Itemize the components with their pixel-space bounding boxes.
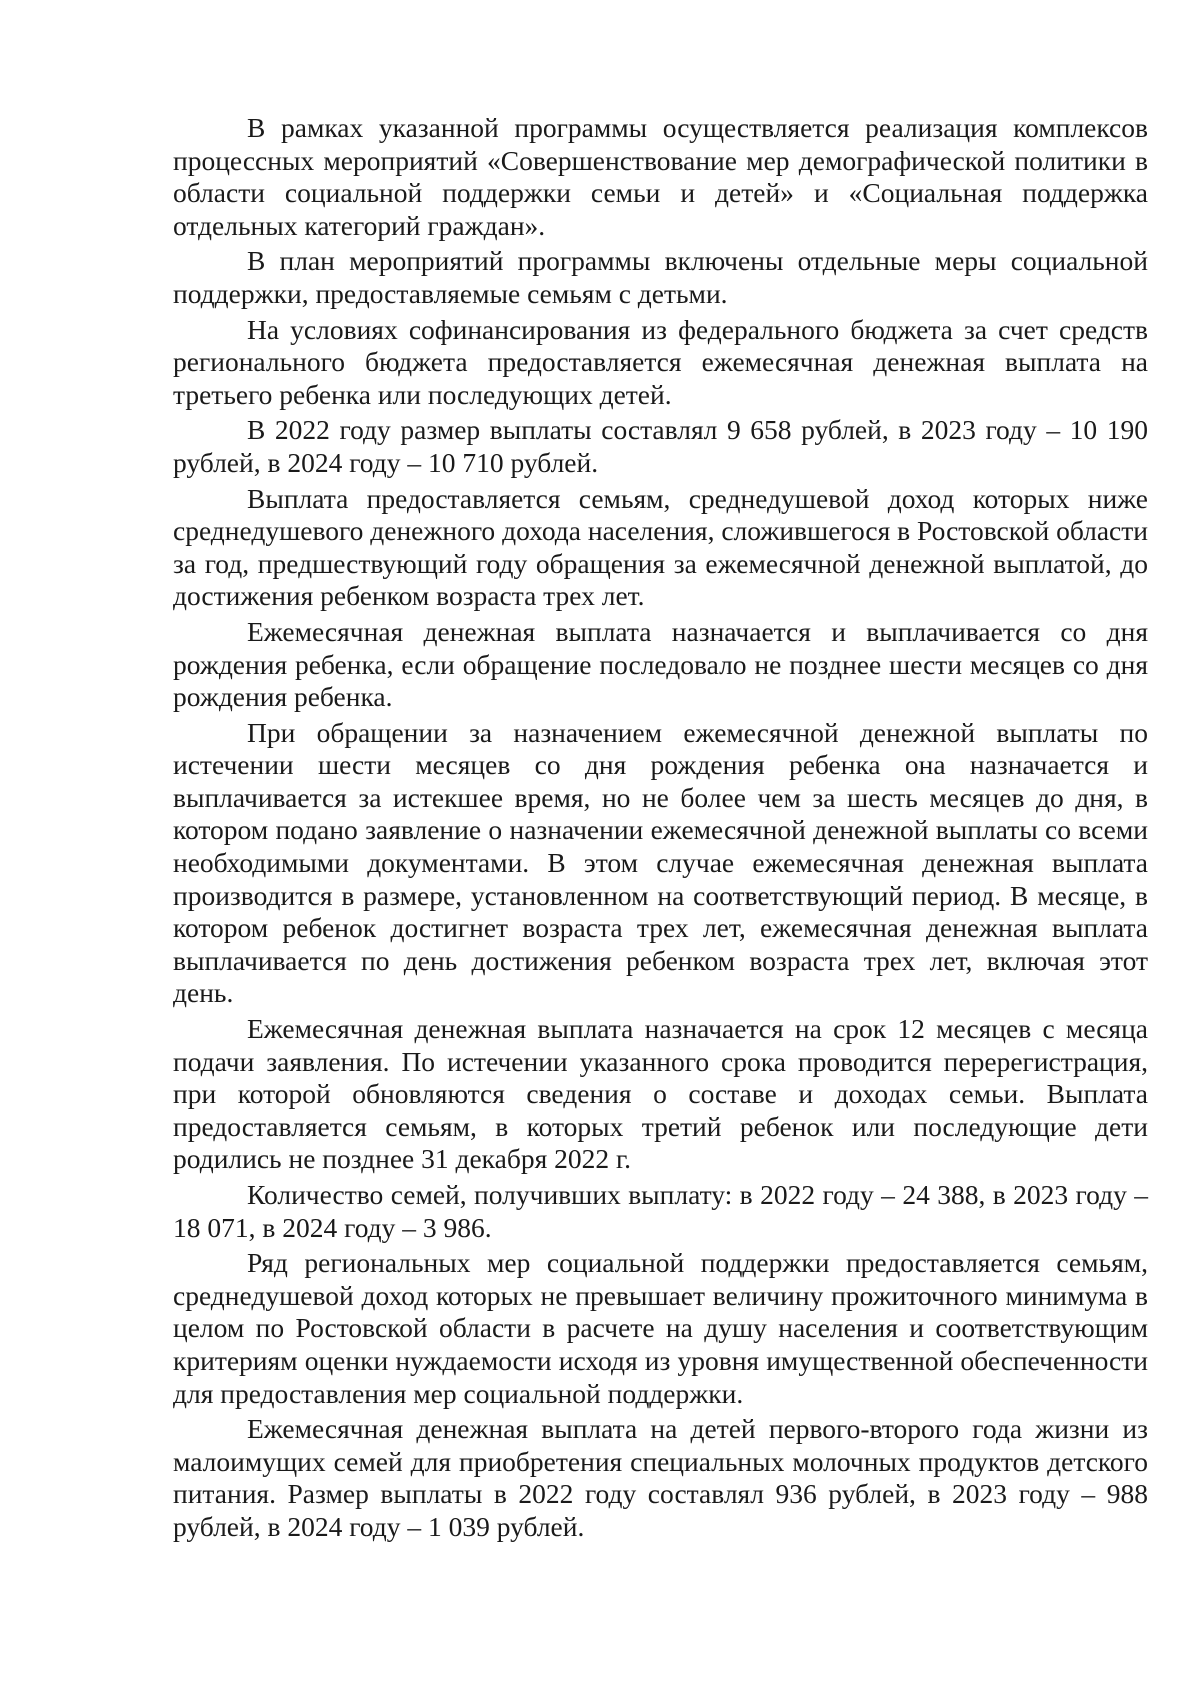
- paragraph-11: Ежемесячная денежная выплата на детей первого-второго года жизни из малоимущих семей для приобретения специальных молочных продуктов детского питания. Размер выплаты в 2022 году составлял 936 рублей, в 2023 году – 988 рублей, в 2024 году – 1 039 рублей.: [173, 1413, 1148, 1542]
- document-page: [173, 112, 1148, 1544]
- paragraph-7: При обращении за назначением ежемесячной денежной выплаты по истечении шести месяцев со дня рождения ребенка она назначается и выплачивается за истекшее время, но не более чем за шесть месяцев до дня, в котором подано заявление о назначении ежемесячной денежной выплаты со всеми необходимыми документами. В этом случае ежемесячная денежная выплата производится в размере, установленном на соответствующий период. В месяце, в котором ребенок достигнет возраста трех лет, ежемесячная денежная выплата выплачивается по день достижения ребенком возраста трех лет, включая этот день.: [173, 716, 1148, 1009]
- paragraph-8: Ежемесячная денежная выплата назначается на срок 12 месяцев с месяца подачи заявления. По истечении указанного срока проводится перерегистрация, при которой обновляются сведения о составе и доходах семьи. Выплата предоставляется семьям, в которых третий ребенок или последующие дети родились не позднее 31 декабря 2022 г.: [173, 1013, 1148, 1175]
- paragraph-4: В 2022 году размер выплаты составлял 9 658 рублей, в 2023 году – 10 190 рублей, в 2024 году – 10 710 рублей.: [173, 414, 1148, 478]
- paragraph-9: Количество семей, получивших выплату: в 2022 году – 24 388, в 2023 году – 18 071, в 2024 году – 3 986.: [173, 1179, 1148, 1243]
- paragraph-1: В рамках указанной программы осуществляется реализация комплексов процессных мероприятий «Совершенствование мер демографической политики в области социальной поддержки семьи и детей» и «Социальная поддержка отдельных категорий граждан».: [173, 112, 1148, 241]
- paragraph-3: На условиях софинансирования из федерального бюджета за счет средств регионального бюджета предоставляется ежемесячная денежная выплата на третьего ребенка или последующих детей.: [173, 313, 1148, 410]
- paragraph-6: Ежемесячная денежная выплата назначается и выплачивается со дня рождения ребенка, если обращение последовало не позднее шести месяцев со дня рождения ребенка.: [173, 615, 1148, 713]
- paragraph-5: Выплата предоставляется семьям, среднедушевой доход которых ниже среднедушевого денежного дохода населения, сложившегося в Ростовской области за год, предшествующий году обращения за ежемесячной денежной выплатой, до достижения ребенком возраста трех лет.: [173, 482, 1148, 612]
- paragraph-2: В план мероприятий программы включены отдельные меры социальной поддержки, предоставляемые семьям с детьми.: [173, 245, 1148, 309]
- paragraph-10: Ряд региональных мер социальной поддержки предоставляется семьям, среднедушевой доход которых не превышает величину прожиточного минимума в целом по Ростовской области в расчете на душу населения и соответствующим критериям оценки нуждаемости исходя из уровня имущественной обеспеченности для предоставления мер социальной поддержки.: [173, 1247, 1148, 1409]
